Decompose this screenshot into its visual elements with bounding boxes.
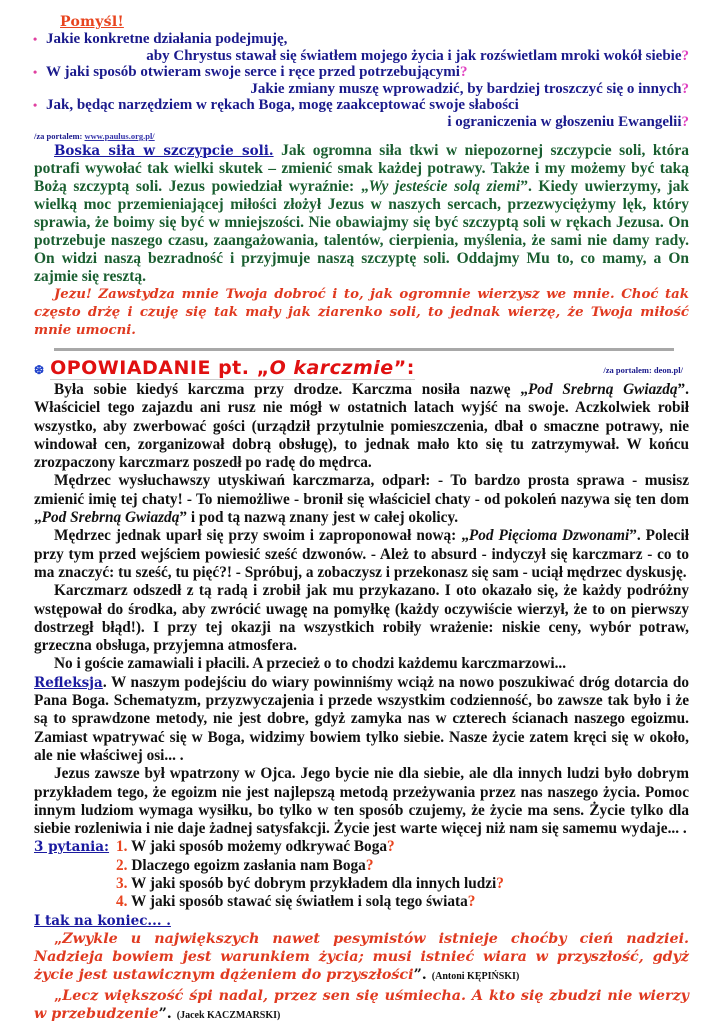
quote-close: ”. — [159, 1006, 177, 1022]
story-text: Mędrzec jednak uparł się przy swoim i zaproponował nową: „ — [54, 527, 469, 544]
question-mark: ? — [682, 81, 690, 97]
story-paragraph: Karczmarz odszedł z tą radą i zrobił jak mu przykazano. I oto okazało się, że każdy podróżny wstępował do środka, aby zwrócić uwagę na pomyłkę (każdy oczywiście wierzył, że to on pierwszy dostrzegł błąd!). I przy tej okazji na wszystkich robiły wrażenie: niskie ceny, wybór potraw, grzeczna obsługa, przyjemna atmosfera. — [34, 582, 689, 655]
question-mark: ? — [387, 838, 395, 855]
quote-author: (Jacek KACZMARSKI) — [177, 1010, 281, 1021]
story-paragraph: No i goście zamawiali i płacili. A przecież o to chodzi każdemu karczmarzowi... — [34, 655, 689, 673]
story-title — [50, 357, 415, 380]
reflection-question — [34, 64, 689, 97]
bullet-icon: • — [33, 64, 37, 81]
question-text: i ograniczenia w głoszeniu Ewangelii — [447, 114, 681, 130]
question-text: W jaki sposób możemy odkrywać Boga — [131, 838, 387, 855]
bullet-icon: • — [33, 31, 37, 48]
bullet-icon: • — [33, 97, 37, 114]
story-text: ”. Właściciel tego zajazdu ani rusz nie mógł w ostatnich latach wyjść na swoje. Aczkolwiek robił wszystko, aby zwerbować gości (urządził przytulnie pomieszczenia, dbał o smaczne potrawy, nie windował cen, zorganizował dobrą obsługę), to jednak mało kto się tu zatrzymywał. W końcu zrozpaczony karczmarz poszedł po radę do mędrca. — [34, 381, 689, 471]
quote-open: „ — [54, 931, 62, 947]
title-text: OPOWIADANIE pt. „ — [50, 357, 270, 379]
question-mark: ? — [468, 893, 476, 910]
pomysl-heading: Pomyśl! — [60, 14, 689, 31]
story-text: Była sobie kiedyś karczma przy drodze. Karczma nosiła nazwę „ — [54, 381, 528, 398]
source-link[interactable]: www.paulus.org.pl/ — [85, 131, 155, 141]
question-mark: ? — [366, 857, 374, 874]
quote-text: Lecz większość śpi nadal, przez sen się uśmiecha. A kto się zbudzi nie wierzy w przebudzenie — [34, 988, 689, 1022]
question-item — [116, 875, 504, 893]
title-italic: O karczmie — [270, 357, 394, 379]
snowflake-icon: ❆ — [34, 363, 44, 377]
question-mark: ? — [682, 48, 690, 64]
quote-close: ”. — [414, 967, 432, 983]
question-line: Jak, będąc narzędziem w rękach Boga, mogę zaakceptować swoje słabości — [46, 97, 689, 114]
section-divider — [54, 348, 674, 351]
salt-paragraph — [34, 142, 689, 286]
question-text: W jaki sposób być dobrym przykładem dla innych ludzi — [131, 875, 496, 892]
question-mark: ? — [682, 114, 690, 130]
quote-kaczmarski — [34, 987, 689, 1025]
question-number: 4. — [116, 893, 127, 910]
question-text: aby Chrystus stawał się światłem mojego życia i jak rozświetlam mroki wokół siebie — [146, 48, 681, 64]
story-italic: Pod Srebrną Gwiazdą — [42, 509, 180, 526]
reflection-questions — [34, 31, 689, 130]
question-number: 3. — [116, 875, 127, 892]
reflection-label: Refleksja — [34, 675, 103, 691]
question-line — [46, 114, 689, 131]
title-text: ”: — [394, 357, 415, 379]
source-prefix: /za portalem: — [34, 131, 85, 141]
quote-kepinski — [34, 930, 689, 987]
question-item — [116, 857, 504, 875]
story-body — [34, 381, 689, 912]
source-paulus — [34, 131, 689, 142]
salt-text: ”. Kiedy uwierzymy, jak wielką moc przemieniającej miłości złożył Jezus w naszych sercach, przezwyciężymy lęk, który sprawia, że boimy się być w mniejszości. Nie obawiajmy się być szczyptą soli w rękach Jezusa. On potrzebuje naszego czasu, zaangażowania, talentów, cierpienia, myślenia, że sami nie damy rady. On widzi naszą bezradność i przyjmuje naszą szczyptę soli. Oddajmy Mu to, co mamy, a On zajmie się resztą. — [34, 178, 689, 285]
story-paragraph: Jezus zawsze był wpatrzony w Ojca. Jego bycie nie dla siebie, ale dla innych ludzi było dobrym przykładem tego, że egoizm nie jest najlepszą metodą przeżywania przez nas naszego życia. Pomoc innym ludziom wymaga wysiłku, bo tylko w ten sposób czujemy, że życie ma sens. Życie tylko dla siebie rozleniwia i nie daje żadnej satysfakcji. Życie jest warte więcej niż nam się samemu wydaje... . — [34, 765, 689, 838]
quote-text: Zwykle u największych nawet pesymistów istnieje choćby cień nadziei. Nadzieja bowiem jest warunkiem życia; musi istnieć wiara w przyszłość, gdyż życie jest ustawicznym dążeniem do przyszłości — [34, 931, 689, 984]
story-text: Mędrzec wysłuchawszy utyskiwań karczmarza, odparł: - To bardzo prosta sprawa - musisz zmienić imię tej chaty! - To niemożliwe - bronił się właściciel chaty - od pokoleń nazywa się ten dom „ — [34, 472, 689, 526]
reflection-question — [34, 97, 689, 130]
prayer-paragraph: Jezu! Zawstydza mnie Twoja dobroć i to, jak ogromnie wierzysz we mnie. Choć tak często drżę i czuję się tak mały jak ziarenko soli, to jednak wierzę, że Twoja miłość mnie umocni. — [34, 286, 689, 340]
story-text: ”. Polecił przy tym przed wejściem powiesić sześć dzwonów. - Ależ to absurd - indyczył się karczmarz - co to ma znaczyć: tu sześć, tu pięć?! - Spróbuj, a zobaczysz i przekonasz się sam - uciął mędrzec dyskusję. — [34, 527, 689, 581]
question-text: W jaki sposób otwieram swoje serce i ręce przed potrzebującymi — [46, 64, 460, 80]
question-line — [46, 64, 689, 81]
questions-block — [34, 838, 689, 911]
reflection-question — [34, 31, 689, 64]
question-text: W jaki sposób stawać się światłem i solą tego świata — [131, 893, 468, 910]
story-italic: Pod Pięcioma Dzwonami — [469, 527, 629, 544]
question-item — [116, 838, 504, 856]
story-italic: Pod Srebrną Gwiazdą — [528, 381, 678, 398]
question-mark: ? — [496, 875, 504, 892]
salt-text: Jak ogromna siła tkwi w niepozornej szczypcie soli, która potrafi wywołać tak wielki skutek – zmienić smak każdej potrawy. Także i my możemy być taką Bożą szczyptą soli. Jezus powiedział wyraźnie: „ — [34, 142, 689, 195]
question-line — [46, 81, 689, 98]
question-number: 2. — [116, 857, 127, 874]
story-paragraph — [34, 472, 689, 527]
question-mark: ? — [460, 64, 468, 80]
salt-heading: Boska siła w szczypcie soli. — [54, 143, 274, 159]
question-line — [46, 48, 689, 65]
quote-author: (Antoni KĘPIŃSKI) — [432, 971, 520, 982]
question-number: 1. — [116, 838, 127, 855]
question-line: Jakie konkretne działania podejmuję, — [46, 31, 689, 48]
question-item — [116, 893, 504, 911]
questions-label: 3 pytania: — [34, 838, 116, 911]
story-text: ” i pod tą nazwą znany jest w całej okolicy. — [179, 509, 458, 526]
document-page — [34, 14, 689, 1025]
question-text: Jakie zmiany muszę wprowadzić, by bardziej troszczyć się o innych — [250, 81, 681, 97]
ending-label: I tak na koniec... . — [34, 912, 689, 930]
story-paragraph — [34, 527, 689, 582]
reflection-paragraph — [34, 674, 689, 765]
story-header — [34, 357, 689, 381]
quote-open: „ — [54, 988, 62, 1004]
salt-quote: Wy jesteście solą ziemi — [369, 178, 521, 195]
story-paragraph — [34, 381, 689, 472]
source-deon: /za portalem: deon.pl/ — [603, 365, 683, 375]
questions-list — [116, 838, 504, 911]
reflection-text: . W naszym podejściu do wiary powinniśmy wciąż na nowo poszukiwać dróg dotarcia do Pana Boga. Schematyzm, przyzwyczajenia i przede wszystkim codzienność, bo zawsze tak było i że są to sprawdzone metody, nie jest dobre, gdyż zamyka nas w czterech ścianach naszego egoizmu. Zamiast wpatrywać się w Boga, widzimy bowiem tylko siebie. Nasze życie zatem kręci się w około, ale nie właściwej osi... . — [34, 674, 689, 764]
question-text: Dlaczego egoizm zasłania nam Boga — [131, 857, 366, 874]
